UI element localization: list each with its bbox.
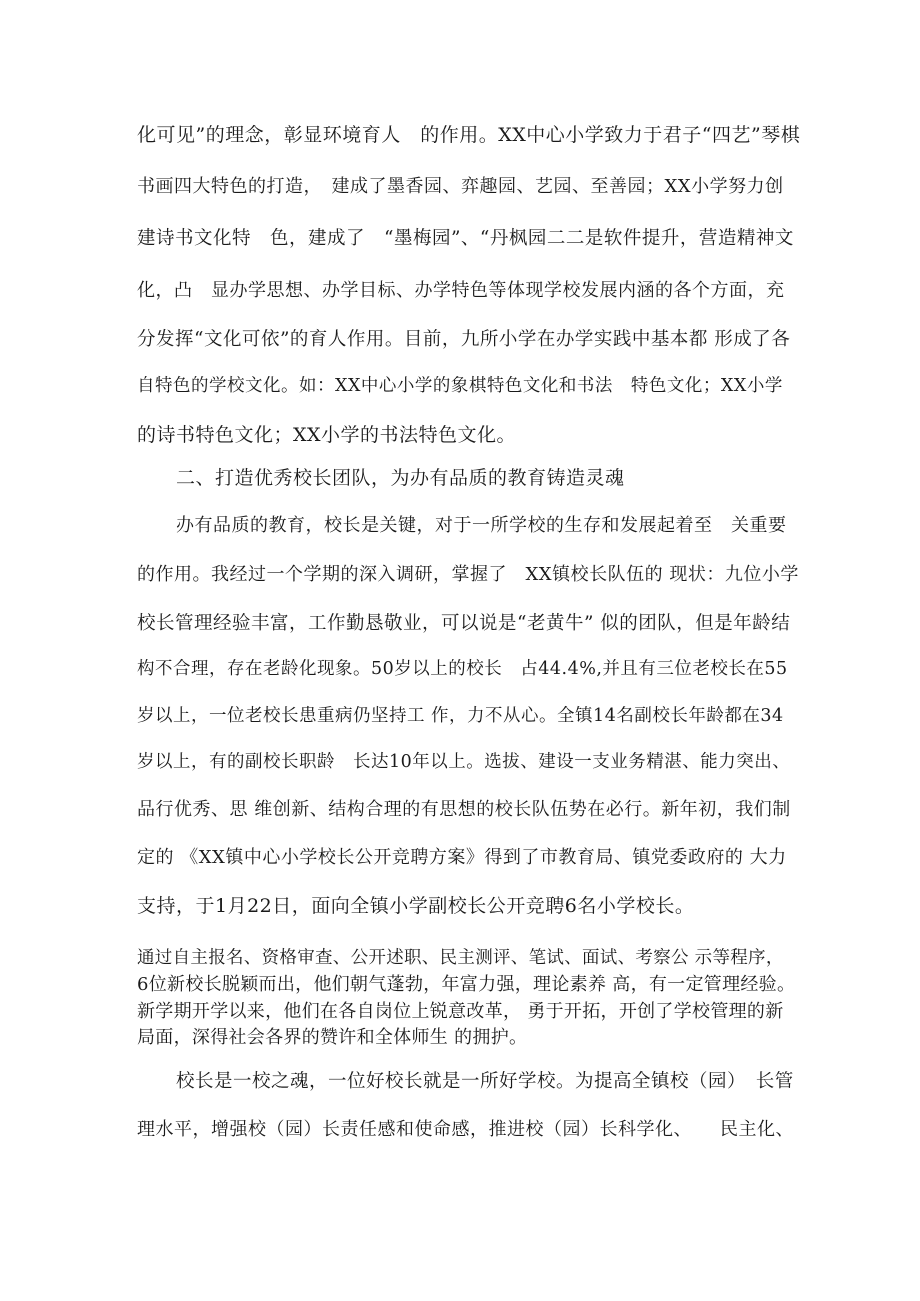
paragraph-line: 定的 《XX镇中心小学校长公开竞聘方案》得到了市教育局、镇党委政府的 大力 (137, 847, 787, 868)
paragraph-line: 自特色的学校文化。如：XX中心小学的象棋特色文化和书法 特色文化；XX小学 (137, 376, 783, 396)
paragraph-line: 校长是一校之魂，一位好校长就是一所好学校。为提高全镇校（园） 长管 (176, 1071, 794, 1092)
section-heading: 二、打造优秀校长团队，为办有品质的教育铸造灵魂 (176, 467, 625, 489)
paragraph-line: 品行优秀、思 维创新、结构合理的有思想的校长队伍势在必行。新年初，我们制 (137, 799, 791, 820)
paragraph-line: 的诗书特色文化；XX小学的书法特色文化。 (137, 424, 517, 446)
paragraph-line: 化可见”的理念，彰显环境育人 的作用。XX中心小学致力于君子“四艺”琴棋 (137, 124, 801, 146)
paragraph-line: 办有品质的教育，校长是关键，对于一所学校的生存和发展起着至 关重要 (176, 515, 787, 536)
paragraph-line: 校长管理经验丰富，工作勤恳敬业，可以说是“老黄牛” 似的团队，但是年龄结 (137, 613, 791, 634)
paragraph-line: 的作用。我经过一个学期的深入调研，掌握了 XX镇校长队伍的 现状：九位小学 (137, 564, 799, 585)
paragraph-line: 岁以上，有的副校长职龄 长达10年以上。选拔、建设一支业务精湛、能力突出、 (137, 752, 791, 772)
paragraph-line: 支持，于1月22日，面向全镇小学副校长公开竞聘6名小学校长。 (137, 895, 695, 917)
paragraph-line: 局面，深得社会各界的赞许和全体师生 的拥护。 (137, 1027, 528, 1048)
paragraph-line: 理水平，增强校（园）长责任感和使命感，推进校（园）长科学化、 民主化、 (137, 1119, 794, 1140)
paragraph-line: 通过自主报名、资格审查、公开述职、民主测评、笔试、面试、考察公 示等程序， (137, 948, 784, 968)
paragraph-line: 岁以上，一位老校长患重病仍坚持工 作，力不从心。全镇14名副校长年龄都在34 (137, 706, 784, 726)
paragraph-line: 分发挥“文化可依”的育人作用。目前，九所小学在办学实践中基本都 形成了各 (137, 329, 791, 350)
paragraph-line: 6位新校长脱颖而出，他们朝气蓬勃，年富力强，理论素养 高，有一定管理经验。 (137, 974, 796, 995)
paragraph-line: 构不合理，存在老龄化现象。50岁以上的校长 占44.4%,并且有三位老校长在55 (137, 659, 788, 679)
paragraph-line: 书画四大特色的打造， 建成了墨香园、弈趣园、艺园、至善园；XX小学努力创 (137, 176, 784, 197)
paragraph-line: 建诗书文化特 色，建成了 “墨梅园”、“丹枫园二二是软件提升，营造精神文 (137, 228, 794, 249)
paragraph-line: 新学期开学以来，他们在各自岗位上锐意改革， 勇于开拓，开创了学校管理的新 (137, 1001, 784, 1022)
paragraph-line: 化，凸 显办学思想、办学目标、办学特色等体现学校发展内涵的各个方面，充 (137, 280, 785, 301)
